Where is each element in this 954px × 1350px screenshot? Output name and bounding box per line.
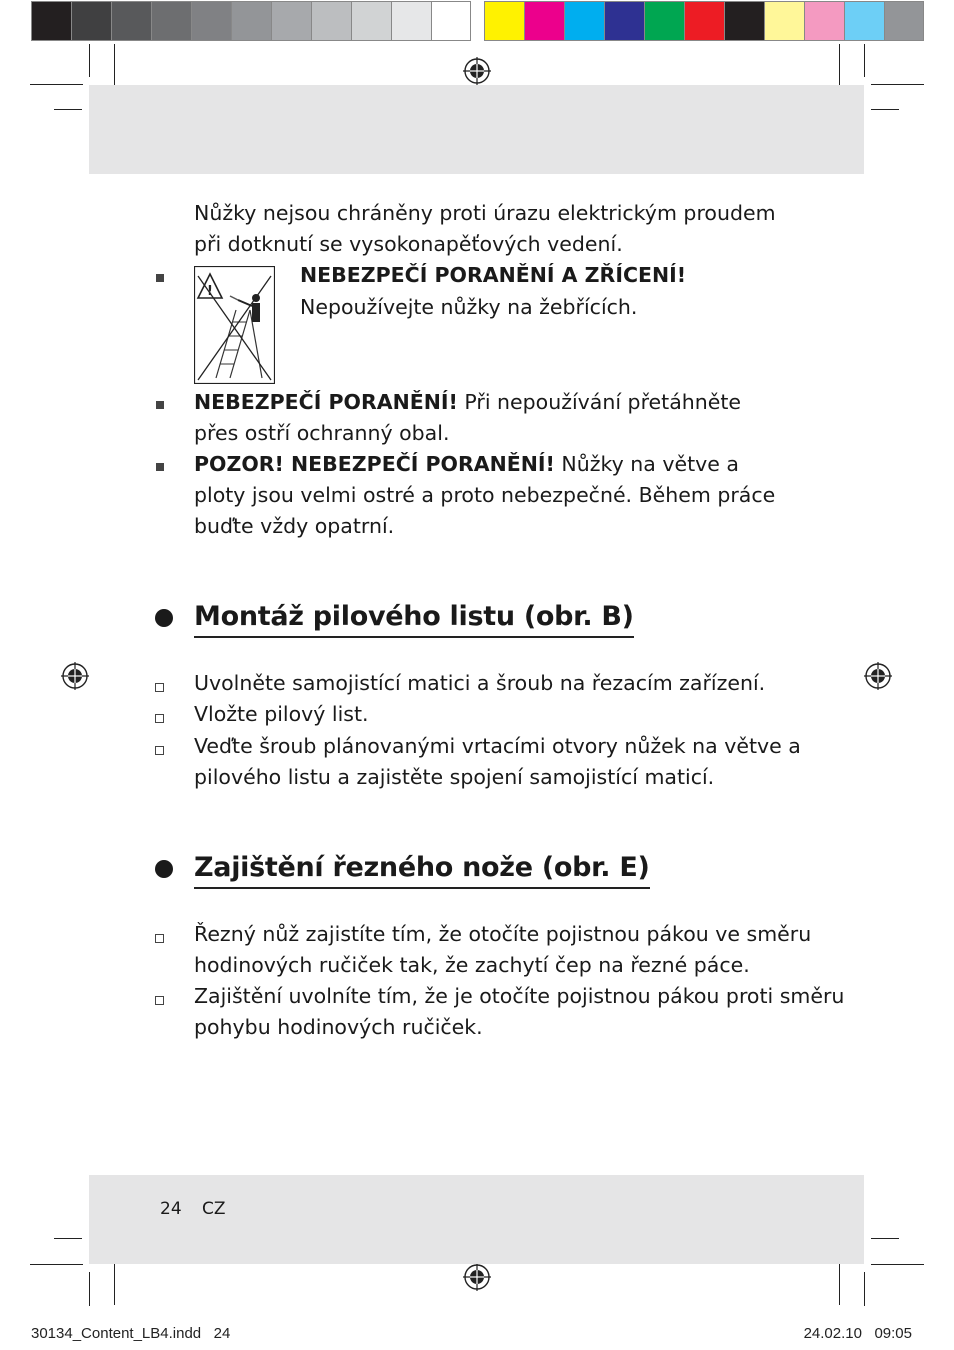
color-swatch (884, 1, 924, 41)
color-swatch (231, 1, 271, 41)
step-checkbox (155, 746, 164, 755)
section-1-step-3-line-1: Veďte šroub plánovanými vrtacími otvory nůžek na větve a (194, 734, 801, 758)
crop-mark (864, 1272, 865, 1306)
intro-line-2: při dotknutí se vysokonapěťových vedení. (194, 232, 623, 256)
color-swatch (764, 1, 804, 41)
process-color-bar (484, 1, 924, 43)
registration-mark-icon (463, 1263, 491, 1291)
color-swatch (191, 1, 231, 41)
color-swatch (71, 1, 111, 41)
step-checkbox (155, 683, 164, 692)
crop-mark (871, 1238, 899, 1239)
page-number: 24 (160, 1199, 182, 1219)
intro-line-1: Nůžky nejsou chráněny proti úrazu elektrickým proudem (194, 201, 776, 225)
crop-mark (89, 44, 90, 77)
registration-mark-icon (61, 662, 89, 690)
color-swatch (684, 1, 724, 41)
svg-text:!: ! (207, 284, 213, 299)
bullet-square (156, 274, 164, 282)
color-swatch (151, 1, 191, 41)
step-checkbox (155, 714, 164, 723)
section-2-step-1-line-2: hodinových ručiček tak, že zachytí čep na řezné páce. (194, 953, 750, 977)
color-swatch (111, 1, 151, 41)
warning-3-text: Nůžky na větve a (554, 452, 739, 476)
crop-mark (89, 1272, 90, 1306)
footer-band (89, 1175, 864, 1264)
warning-1-text: Nepoužívejte nůžky na žebřících. (300, 295, 638, 319)
section-1-step-1: Uvolněte samojistící matici a šroub na řezacím zařízení. (194, 671, 766, 695)
crop-mark (30, 84, 83, 85)
section-2-step-2-line-1: Zajištění uvolníte tím, že je otočíte pojistnou pákou proti směru (194, 984, 845, 1008)
color-swatch (431, 1, 471, 41)
color-swatch (524, 1, 564, 41)
slug-date-time: 24.02.10 09:05 (803, 1325, 912, 1342)
crop-mark (54, 109, 82, 110)
color-swatch (351, 1, 391, 41)
bullet-square (156, 401, 164, 409)
slug-file-info: 30134_Content_LB4.indd 24 (31, 1325, 231, 1342)
crop-mark (839, 1257, 840, 1305)
warning-2-title: NEBEZPEČÍ PORANĚNÍ! (194, 390, 458, 414)
crop-mark (864, 44, 865, 77)
warning-3-title: POZOR! NEBEZPEČÍ PORANĚNÍ! (194, 452, 555, 476)
section-2-step-2-line-2: pohybu hodinových ručiček. (194, 1015, 483, 1039)
color-swatch (271, 1, 311, 41)
gray-color-bar (31, 1, 471, 43)
no-ladder-warning-icon (194, 266, 275, 384)
registration-mark-icon (864, 662, 892, 690)
crop-mark (54, 1238, 82, 1239)
crop-mark (871, 1264, 924, 1265)
step-checkbox (155, 934, 164, 943)
warning-3-line-2: ploty jsou velmi ostré a proto nebezpečné. Během práce (194, 483, 776, 507)
section-1-heading: Montáž pilového listu (obr. B) (194, 600, 634, 638)
registration-mark-icon (463, 57, 491, 85)
color-swatch (484, 1, 524, 41)
language-code: CZ (202, 1199, 226, 1219)
color-swatch (31, 1, 71, 41)
crop-mark (871, 109, 899, 110)
heading-bullet-dot (155, 609, 173, 627)
section-1-step-3-line-2: pilového listu a zajistěte spojení samojistící maticí. (194, 765, 715, 789)
color-swatch (724, 1, 764, 41)
crop-mark (871, 84, 924, 85)
color-swatch (804, 1, 844, 41)
crop-mark (114, 1257, 115, 1305)
bullet-square (156, 463, 164, 471)
warning-3-line-3: buďte vždy opatrní. (194, 514, 395, 538)
color-swatch (844, 1, 884, 41)
color-swatch (644, 1, 684, 41)
heading-bullet-dot (155, 860, 173, 878)
section-1-step-2: Vložte pilový list. (194, 702, 369, 726)
warning-2-line-1 (194, 387, 741, 418)
warning-2-text: Při nepoužívání přetáhněte (457, 390, 742, 414)
warning-2-line-2: přes ostří ochranný obal. (194, 421, 450, 445)
section-2-heading: Zajištění řezného nože (obr. E) (194, 851, 650, 889)
step-checkbox (155, 996, 164, 1005)
warning-1-title: NEBEZPEČÍ PORANĚNÍ A ZŘÍCENÍ! (300, 263, 687, 287)
color-swatch (391, 1, 431, 41)
crop-mark (30, 1264, 83, 1265)
section-2-step-1-line-1: Řezný nůž zajistíte tím, že otočíte pojistnou pákou ve směru (194, 922, 812, 946)
color-swatch (604, 1, 644, 41)
warning-3-line-1 (194, 449, 739, 480)
color-swatch (311, 1, 351, 41)
color-swatch (564, 1, 604, 41)
header-band (89, 85, 864, 174)
